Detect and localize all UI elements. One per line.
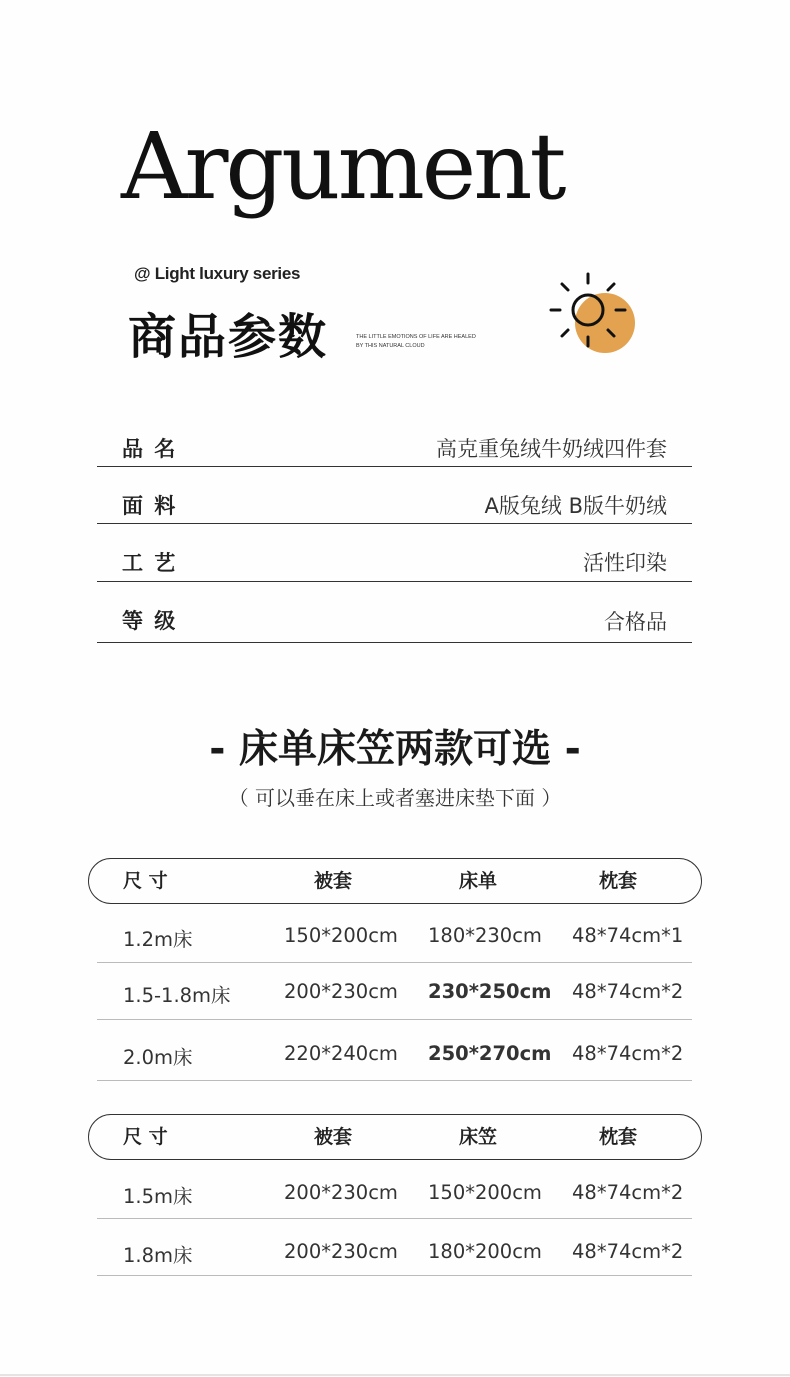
cell-duvet: 220*240cm	[284, 1042, 398, 1065]
cell-sheet: 250*270cm	[428, 1042, 552, 1065]
cell-size: 1.2m床	[123, 928, 193, 951]
info-label: 面 料	[122, 494, 178, 518]
tagline-line-2: BY THIS NATURAL CLOUD	[356, 343, 425, 349]
header-fitted-sheet: 床笠	[459, 1126, 498, 1148]
header-size: 尺 寸	[123, 1126, 168, 1148]
cell-fitted-sheet: 150*200cm	[428, 1181, 542, 1204]
cell-duvet: 200*230cm	[284, 1181, 398, 1204]
section-title: - 床单床笠两款可选 -	[209, 727, 581, 772]
brand-logo-text: Argument	[121, 113, 564, 220]
info-row-name	[97, 420, 692, 467]
table-header-fitted-sheet	[88, 1114, 702, 1160]
info-row-grade	[97, 581, 692, 643]
info-value: 活性印染	[583, 551, 667, 575]
info-value: 合格品	[604, 610, 667, 634]
cell-duvet: 200*230cm	[284, 1240, 398, 1263]
header-pillow: 枕套	[599, 1126, 638, 1148]
section-subtitle: （ 可以垂在床上或者塞进床垫下面 ）	[228, 786, 562, 810]
page-title: 商品参数	[128, 309, 329, 365]
sun-icon	[546, 270, 641, 360]
header-sheet: 床单	[459, 870, 498, 892]
bottom-divider	[0, 1374, 790, 1376]
header-duvet: 被套	[314, 1126, 353, 1148]
cell-duvet: 150*200cm	[284, 924, 398, 947]
table-header-flat-sheet	[88, 858, 702, 904]
brand-logo	[115, 110, 585, 250]
tagline-line-1: THE LITTLE EMOTIONS OF LIFE ARE HEALED	[356, 334, 476, 340]
header-pillow: 枕套	[599, 870, 638, 892]
info-row-fabric	[97, 466, 692, 524]
info-label: 品 名	[122, 437, 178, 461]
cell-pillow: 48*74cm*2	[572, 1181, 684, 1204]
cell-pillow: 48*74cm*2	[572, 980, 684, 1003]
cell-pillow: 48*74cm*1	[572, 924, 684, 947]
info-value: 高克重兔绒牛奶绒四件套	[436, 437, 667, 461]
cell-pillow: 48*74cm*2	[572, 1042, 684, 1065]
cell-size: 1.5-1.8m床	[123, 984, 231, 1007]
cell-size: 2.0m床	[123, 1046, 193, 1069]
cell-size: 1.8m床	[123, 1244, 193, 1267]
cell-fitted-sheet: 180*200cm	[428, 1240, 542, 1263]
tagline	[356, 333, 476, 351]
cell-pillow: 48*74cm*2	[572, 1240, 684, 1263]
header-size: 尺 寸	[123, 870, 168, 892]
cell-sheet: 180*230cm	[428, 924, 542, 947]
info-row-craft	[97, 523, 692, 582]
header-duvet: 被套	[314, 870, 353, 892]
series-label: @ Light luxury series	[134, 264, 301, 283]
info-label: 等 级	[122, 609, 178, 633]
info-value: A版兔绒 B版牛奶绒	[484, 494, 667, 518]
cell-size: 1.5m床	[123, 1185, 193, 1208]
cell-sheet: 230*250cm	[428, 980, 552, 1003]
cell-duvet: 200*230cm	[284, 980, 398, 1003]
info-label: 工 艺	[122, 551, 178, 575]
